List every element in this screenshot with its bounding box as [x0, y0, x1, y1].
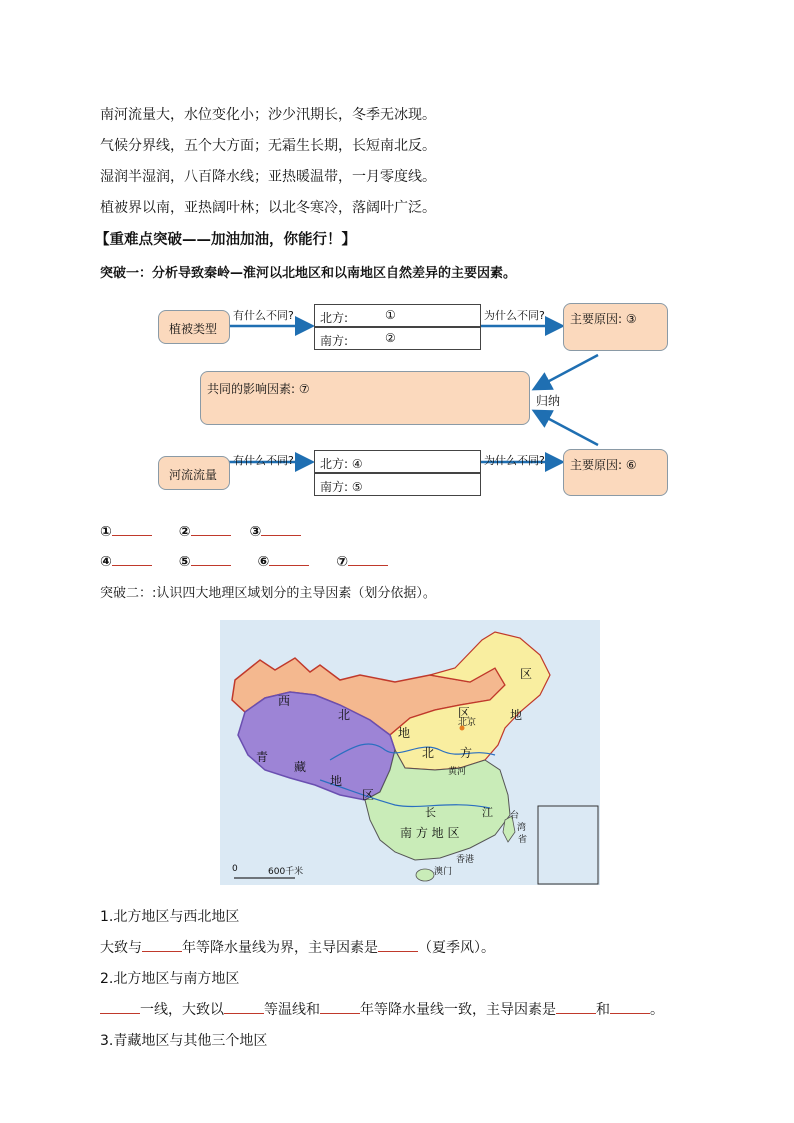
north-box-1 [314, 304, 481, 327]
q2-blank-4[interactable] [556, 999, 596, 1014]
map-label-qz4: 区 [362, 788, 375, 802]
q1-blank-1[interactable] [142, 937, 182, 952]
map-label-ne-qu: 区 [520, 667, 533, 681]
reason-box-1 [563, 303, 668, 351]
q2-text-c: 年等降水量线一致，主导因素是 [360, 1002, 556, 1018]
map-label-north2: 方 [460, 746, 473, 760]
river-flow-box [158, 456, 230, 490]
answer-2-label: ② [178, 524, 191, 540]
answer-6-label: ⑥ [257, 554, 270, 570]
question-why-2: 为什么不同? [484, 454, 545, 467]
answer-row-1 [100, 521, 301, 540]
answer-row-2 [100, 551, 388, 570]
answer-3-label: ③ [249, 524, 262, 540]
map-label-nw5: 地 [510, 708, 523, 722]
scale-label-600km: 600千米 [268, 867, 304, 877]
question-different-2: 有什么不同? [233, 454, 294, 467]
q2-blank-5[interactable] [610, 999, 650, 1014]
north-label-1: 北方: [320, 311, 349, 325]
south-label-2: 南方: ⑤ [320, 480, 363, 494]
intro-line-2: 气候分界线，五个大方面；无霜生长期，长短南北反。 [100, 138, 436, 154]
south-box-2 [314, 473, 481, 496]
north-label-2: 北方: ④ [320, 457, 363, 471]
map-label-nw1: 西 [278, 694, 291, 708]
map-label-tw2: 湾 [517, 823, 527, 833]
intro-line-1: 南河流量大，水位变化小；沙少汛期长，冬季无冰现。 [100, 107, 436, 123]
answer-3-blank[interactable] [261, 521, 301, 536]
south-mark-1: ② [385, 331, 396, 345]
q1-text-a: 大致与 [100, 940, 142, 956]
map-label-hongkong: 香港 [456, 855, 475, 865]
map-label-nw4: 区 [458, 706, 471, 720]
q2-blank-3[interactable] [320, 999, 360, 1014]
map-label-macau: 澳门 [434, 867, 453, 877]
china-regions-map [220, 620, 600, 885]
map-label-changjiang1: 长 [425, 806, 436, 819]
question-1-title: 1.北方地区与西北地区 [100, 909, 240, 925]
q2-blank-1[interactable] [100, 999, 140, 1014]
reason-label-2: 主要原因: ⑥ [570, 458, 637, 472]
question-2-title: 2.北方地区与南方地区 [100, 971, 240, 987]
diagram-arrows [0, 0, 794, 520]
answer-2-blank[interactable] [191, 521, 231, 536]
answer-6-blank[interactable] [269, 551, 309, 566]
common-factor-label: 共同的影响因素: ⑦ [207, 382, 310, 396]
map-label-beijing: 北京 [458, 718, 477, 728]
answer-7-label: ⑦ [336, 554, 349, 570]
north-mark-1: ① [385, 308, 396, 322]
north-box-2 [314, 450, 481, 473]
river-flow-label: 河流流量 [169, 468, 218, 482]
q1-blank-2[interactable] [378, 937, 418, 952]
arrow-reason1-to-common [536, 355, 598, 388]
south-box-1 [314, 327, 481, 350]
q2-text-d: 和 [596, 1002, 610, 1018]
intro-line-4: 植被界以南，亚热阔叶林；以北冬寒冷，落阔叶广泛。 [100, 200, 436, 216]
reason-box-2 [563, 449, 668, 496]
vegetation-type-box [158, 310, 230, 344]
answer-5-blank[interactable] [191, 551, 231, 566]
question-2-line [100, 999, 664, 1019]
map-label-qz1: 青 [256, 750, 269, 764]
map-label-tw3: 省 [518, 835, 528, 845]
q2-text-e: 。 [650, 1002, 664, 1018]
reason-label-1: 主要原因: ③ [570, 312, 637, 326]
q2-text-a: 一线，大致以 [140, 1002, 224, 1018]
arrow-reason2-to-common [536, 412, 598, 445]
q1-text-b: 年等降水量线为界，主导因素是 [182, 940, 378, 956]
map-label-qz2: 藏 [294, 760, 307, 774]
intro-line-3: 湿润半湿润，八百降水线；亚热暖温带，一月零度线。 [100, 169, 436, 185]
hainan-island [416, 869, 434, 881]
breakthrough-one-heading: 突破一：分析导致秦岭—淮河以北地区和以南地区自然差异的主要因素。 [100, 266, 517, 281]
summary-label: 归纳 [536, 394, 561, 408]
map-label-south: 南 方 地 区 [400, 826, 460, 840]
south-label-1: 南方: [320, 334, 349, 348]
answer-1-label: ① [100, 524, 112, 540]
q2-blank-2[interactable] [224, 999, 264, 1014]
answer-7-blank[interactable] [348, 551, 388, 566]
section-title: 【重难点突破——加油加油，你能行！】 [95, 232, 356, 248]
common-factor-box [200, 371, 530, 425]
question-3-title: 3.青藏地区与其他三个地区 [100, 1033, 268, 1049]
q1-text-c: （夏季风）。 [418, 940, 495, 956]
map-label-nw2: 北 [338, 708, 351, 722]
south-china-sea-inset [538, 806, 598, 884]
answer-5-label: ⑤ [178, 554, 191, 570]
question-why-1: 为什么不同? [484, 309, 545, 322]
map-label-changjiang2: 江 [482, 806, 493, 819]
map-label-north1: 北 [422, 746, 435, 760]
scale-label-zero: 0 [232, 864, 238, 874]
breakthrough-two-heading: 突破二：:认识四大地理区域划分的主导因素（划分依据）。 [100, 586, 436, 601]
map-svg [220, 620, 600, 885]
q2-text-b: 等温线和 [264, 1002, 320, 1018]
vegetation-type-label: 植被类型 [169, 322, 218, 336]
question-different-1: 有什么不同? [233, 309, 294, 322]
answer-4-label: ④ [100, 554, 112, 570]
answer-1-blank[interactable] [112, 521, 152, 536]
map-label-nw3: 地 [398, 726, 411, 740]
question-1-line [100, 937, 495, 957]
answer-4-blank[interactable] [112, 551, 152, 566]
map-label-huanghe: 黄河 [448, 767, 467, 777]
map-label-qz3: 地 [330, 774, 343, 788]
map-label-tw1: 台 [510, 811, 520, 821]
